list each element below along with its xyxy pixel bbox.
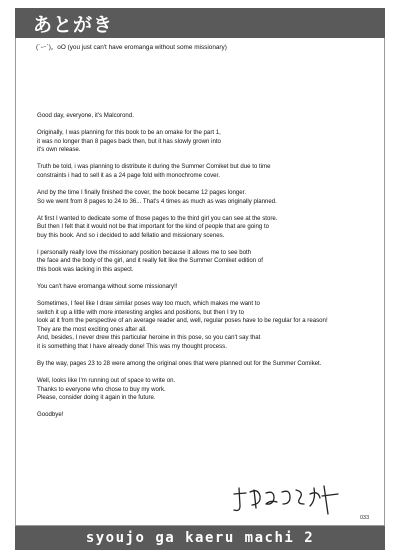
paragraph: Originally, I was planning for this book to be an omake for the part 1, it was no longer than 8 pages back then, but it has slowly grown into it's own release.	[37, 129, 221, 154]
paragraph: You can't have eromanga without some missionary!!	[37, 283, 178, 291]
paragraph: Goodbye!	[37, 411, 64, 419]
footer-bar	[15, 526, 385, 550]
author-signature	[230, 480, 340, 522]
page-number: 033	[360, 515, 370, 521]
paragraph: Good day, everyone, it's Malcorond.	[37, 112, 134, 119]
paragraph: And by the time I finally finished the cover, the book became 12 pages longer. So we went from 8 pages to 24 to 36... That's 4 times as much as was originally planned.	[37, 189, 277, 205]
paragraph: Well, looks like I'm running out of space to write on. Thanks to everyone who chose to buy my work. Please, consider doing it again in the future.	[37, 377, 176, 402]
afterword-body	[37, 112, 382, 429]
book-title: syoujo ga kaeru machi 2	[85, 530, 315, 546]
paragraph: Truth be told, i was planning to distribute it during the Summer Comiket but due to time constraints i had to sell it as a 24 page fold with monochrome cover.	[37, 163, 271, 179]
subtitle-note: (´ー`)。oO (you just can't have eromanga without some missionary)	[36, 44, 227, 51]
paragraph: At first I wanted to dedicate some of those pages to the third girl you can see at the store. But then I felt that it would not be that important for the kind of people that are going to buy this book. And so i decided to add fellatio and missionary scenes.	[37, 214, 278, 239]
paragraph: I personally really love the missionary position because it allows me to see both the face and the body of the girl, and it really felt like the Summer Comiket edition of this book was lacking in this aspect.	[37, 248, 263, 273]
page-title: あとがき	[33, 14, 114, 36]
paragraph: Sometimes, I feel like I draw similar poses way too much, which makes me want to switch it up a little with more interesting angles and positions, but then I try to look at it from the perspective of an average reader and, well, regular poses have to be regular for a reason! They are the most exciting ones after all. And, besides, I never drew this particular heroine in this pose, so you can't say that it is something that I have already done! This was my thought process.	[37, 300, 328, 350]
paragraph: By the way, pages 23 to 28 were among the original ones that were planned out for the Summer Comiket.	[37, 360, 322, 367]
